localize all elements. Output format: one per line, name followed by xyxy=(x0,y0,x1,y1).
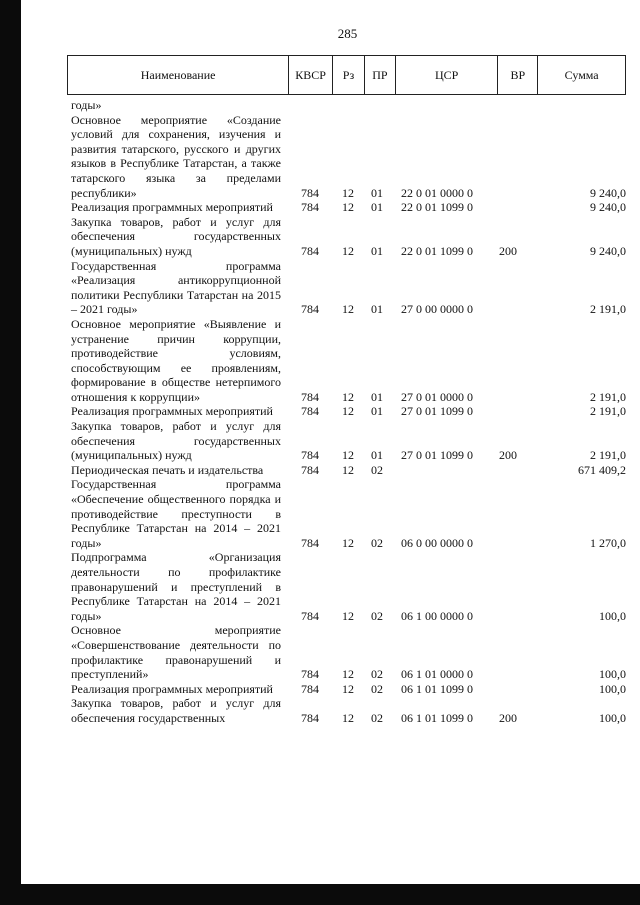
row-rz: 12 xyxy=(342,448,354,463)
scan-border-bottom xyxy=(0,884,640,905)
row-name: Закупка товаров, работ и услуг для обеспечения государственных xyxy=(71,696,281,725)
row-pr: 02 xyxy=(371,462,383,477)
row-vr: 200 xyxy=(499,243,517,258)
table-row xyxy=(71,463,626,478)
row-name: Периодическая печать и издательства xyxy=(71,462,264,477)
row-name: Закупка товаров, работ и услуг для обеспечения государственных (муниципальных) нужд xyxy=(71,419,281,463)
table-body xyxy=(71,98,626,726)
row-kvsr: 784 xyxy=(301,608,319,623)
row-rz: 12 xyxy=(342,710,354,725)
table-row xyxy=(71,682,626,697)
table-header xyxy=(67,55,626,95)
row-rz: 12 xyxy=(342,681,354,696)
header-csr: ЦСР xyxy=(395,56,498,94)
header-pr: ПР xyxy=(364,56,395,94)
header-vr: ВР xyxy=(497,56,537,94)
row-name: Закупка товаров, работ и услуг для обеспечения государственных (муниципальных) нужд xyxy=(71,214,281,258)
row-rz: 12 xyxy=(342,667,354,682)
row-vr: 200 xyxy=(499,448,517,463)
row-rz: 12 xyxy=(342,243,354,258)
row-csr: 06 1 01 1099 0 xyxy=(401,681,473,696)
row-kvsr: 784 xyxy=(301,448,319,463)
header-kvsr: КВСР xyxy=(288,56,332,94)
row-pr: 02 xyxy=(371,681,383,696)
row-sum: 100,0 xyxy=(599,608,626,623)
row-csr: 22 0 01 1099 0 xyxy=(401,243,473,258)
table-row xyxy=(71,696,626,725)
row-pr: 01 xyxy=(371,185,383,200)
row-kvsr: 784 xyxy=(301,185,319,200)
row-kvsr: 784 xyxy=(301,462,319,477)
table-row xyxy=(71,113,626,201)
row-pr: 02 xyxy=(371,667,383,682)
row-pr: 01 xyxy=(371,448,383,463)
header-name: Наименование xyxy=(140,67,216,82)
row-sum: 9 240,0 xyxy=(590,200,626,215)
row-pr: 02 xyxy=(371,535,383,550)
table-row xyxy=(71,477,626,550)
row-csr: 22 0 01 0000 0 xyxy=(401,185,473,200)
row-rz: 12 xyxy=(342,302,354,317)
row-pr: 01 xyxy=(371,404,383,419)
row-kvsr: 784 xyxy=(301,404,319,419)
row-rz: 12 xyxy=(342,200,354,215)
row-sum: 100,0 xyxy=(599,681,626,696)
row-sum: 9 240,0 xyxy=(590,243,626,258)
row-csr: 06 0 00 0000 0 xyxy=(401,535,473,550)
row-rz: 12 xyxy=(342,404,354,419)
row-csr: 27 0 01 1099 0 xyxy=(401,404,473,419)
row-csr: 06 1 01 1099 0 xyxy=(401,710,473,725)
table-row xyxy=(71,317,626,405)
row-pr: 01 xyxy=(371,302,383,317)
row-csr: 27 0 00 0000 0 xyxy=(401,302,473,317)
header-rz: Рз xyxy=(332,56,364,94)
table-row xyxy=(71,623,626,681)
row-pr: 02 xyxy=(371,710,383,725)
row-kvsr: 784 xyxy=(301,710,319,725)
row-sum: 2 191,0 xyxy=(590,389,626,404)
row-name: Реализация программных мероприятий xyxy=(71,200,273,215)
row-name: Реализация программных мероприятий xyxy=(71,681,273,696)
row-pr: 01 xyxy=(371,200,383,215)
row-rz: 12 xyxy=(342,608,354,623)
row-sum: 2 191,0 xyxy=(590,404,626,419)
row-csr: 22 0 01 1099 0 xyxy=(401,200,473,215)
row-pr: 02 xyxy=(371,608,383,623)
row-csr: 27 0 01 0000 0 xyxy=(401,389,473,404)
table-row xyxy=(71,259,626,317)
row-csr: 27 0 01 1099 0 xyxy=(401,448,473,463)
table-row xyxy=(71,550,626,623)
row-sum: 100,0 xyxy=(599,667,626,682)
row-kvsr: 784 xyxy=(301,200,319,215)
row-rz: 12 xyxy=(342,389,354,404)
row-kvsr: 784 xyxy=(301,389,319,404)
scan-border-left xyxy=(0,0,21,905)
row-sum: 1 270,0 xyxy=(590,535,626,550)
page-number: 285 xyxy=(337,26,358,41)
row-csr: 06 1 00 0000 0 xyxy=(401,608,473,623)
row-sum: 9 240,0 xyxy=(590,185,626,200)
row-name: годы» xyxy=(71,98,102,112)
row-sum: 2 191,0 xyxy=(590,448,626,463)
row-name: Государственная программа «Реализация антикоррупционной политики Республики Татарстан на 2015 – 2021 годы» xyxy=(71,258,281,317)
row-kvsr: 784 xyxy=(301,535,319,550)
row-name: Основное мероприятие «Создание условий для сохранения, изучения и развития татарского, русского и других языков в Республике Татарстан, а также татарского языка за пределами республики» xyxy=(71,112,281,200)
row-rz: 12 xyxy=(342,185,354,200)
header-sum: Сумма xyxy=(537,56,625,94)
row-name: Основное мероприятие «Выявление и устранение причин коррупции, противодействие условиям, способствующим ее проявлениям, формирование в обществе нетерпимого отношения к коррупции» xyxy=(71,316,281,404)
row-kvsr: 784 xyxy=(301,681,319,696)
row-pr: 01 xyxy=(371,243,383,258)
row-name: Основное мероприятие «Совершенствование деятельности по профилактике правонарушений и преступлений» xyxy=(71,623,281,682)
row-sum: 2 191,0 xyxy=(590,302,626,317)
row-sum: 100,0 xyxy=(599,710,626,725)
table-row xyxy=(71,200,626,215)
row-csr: 06 1 01 0000 0 xyxy=(401,667,473,682)
row-rz: 12 xyxy=(342,462,354,477)
row-rz: 12 xyxy=(342,535,354,550)
row-kvsr: 784 xyxy=(301,667,319,682)
table-row xyxy=(71,215,626,259)
table-row xyxy=(71,98,626,113)
row-kvsr: 784 xyxy=(301,243,319,258)
row-vr: 200 xyxy=(499,710,517,725)
row-sum: 671 409,2 xyxy=(578,462,626,477)
table-row xyxy=(71,404,626,419)
row-pr: 01 xyxy=(371,389,383,404)
row-kvsr: 784 xyxy=(301,302,319,317)
row-name: Подпрограмма «Организация деятельности по профилактике правонарушений и преступлений в Республике Татарстан на 2014 – 2021 годы» xyxy=(71,550,281,623)
table-row xyxy=(71,419,626,463)
row-name: Реализация программных мероприятий xyxy=(71,404,273,419)
row-name: Государственная программа «Обеспечение общественного порядка и противодействие преступности в Республике Татарстан на 2014 – 2021 годы» xyxy=(71,477,281,550)
